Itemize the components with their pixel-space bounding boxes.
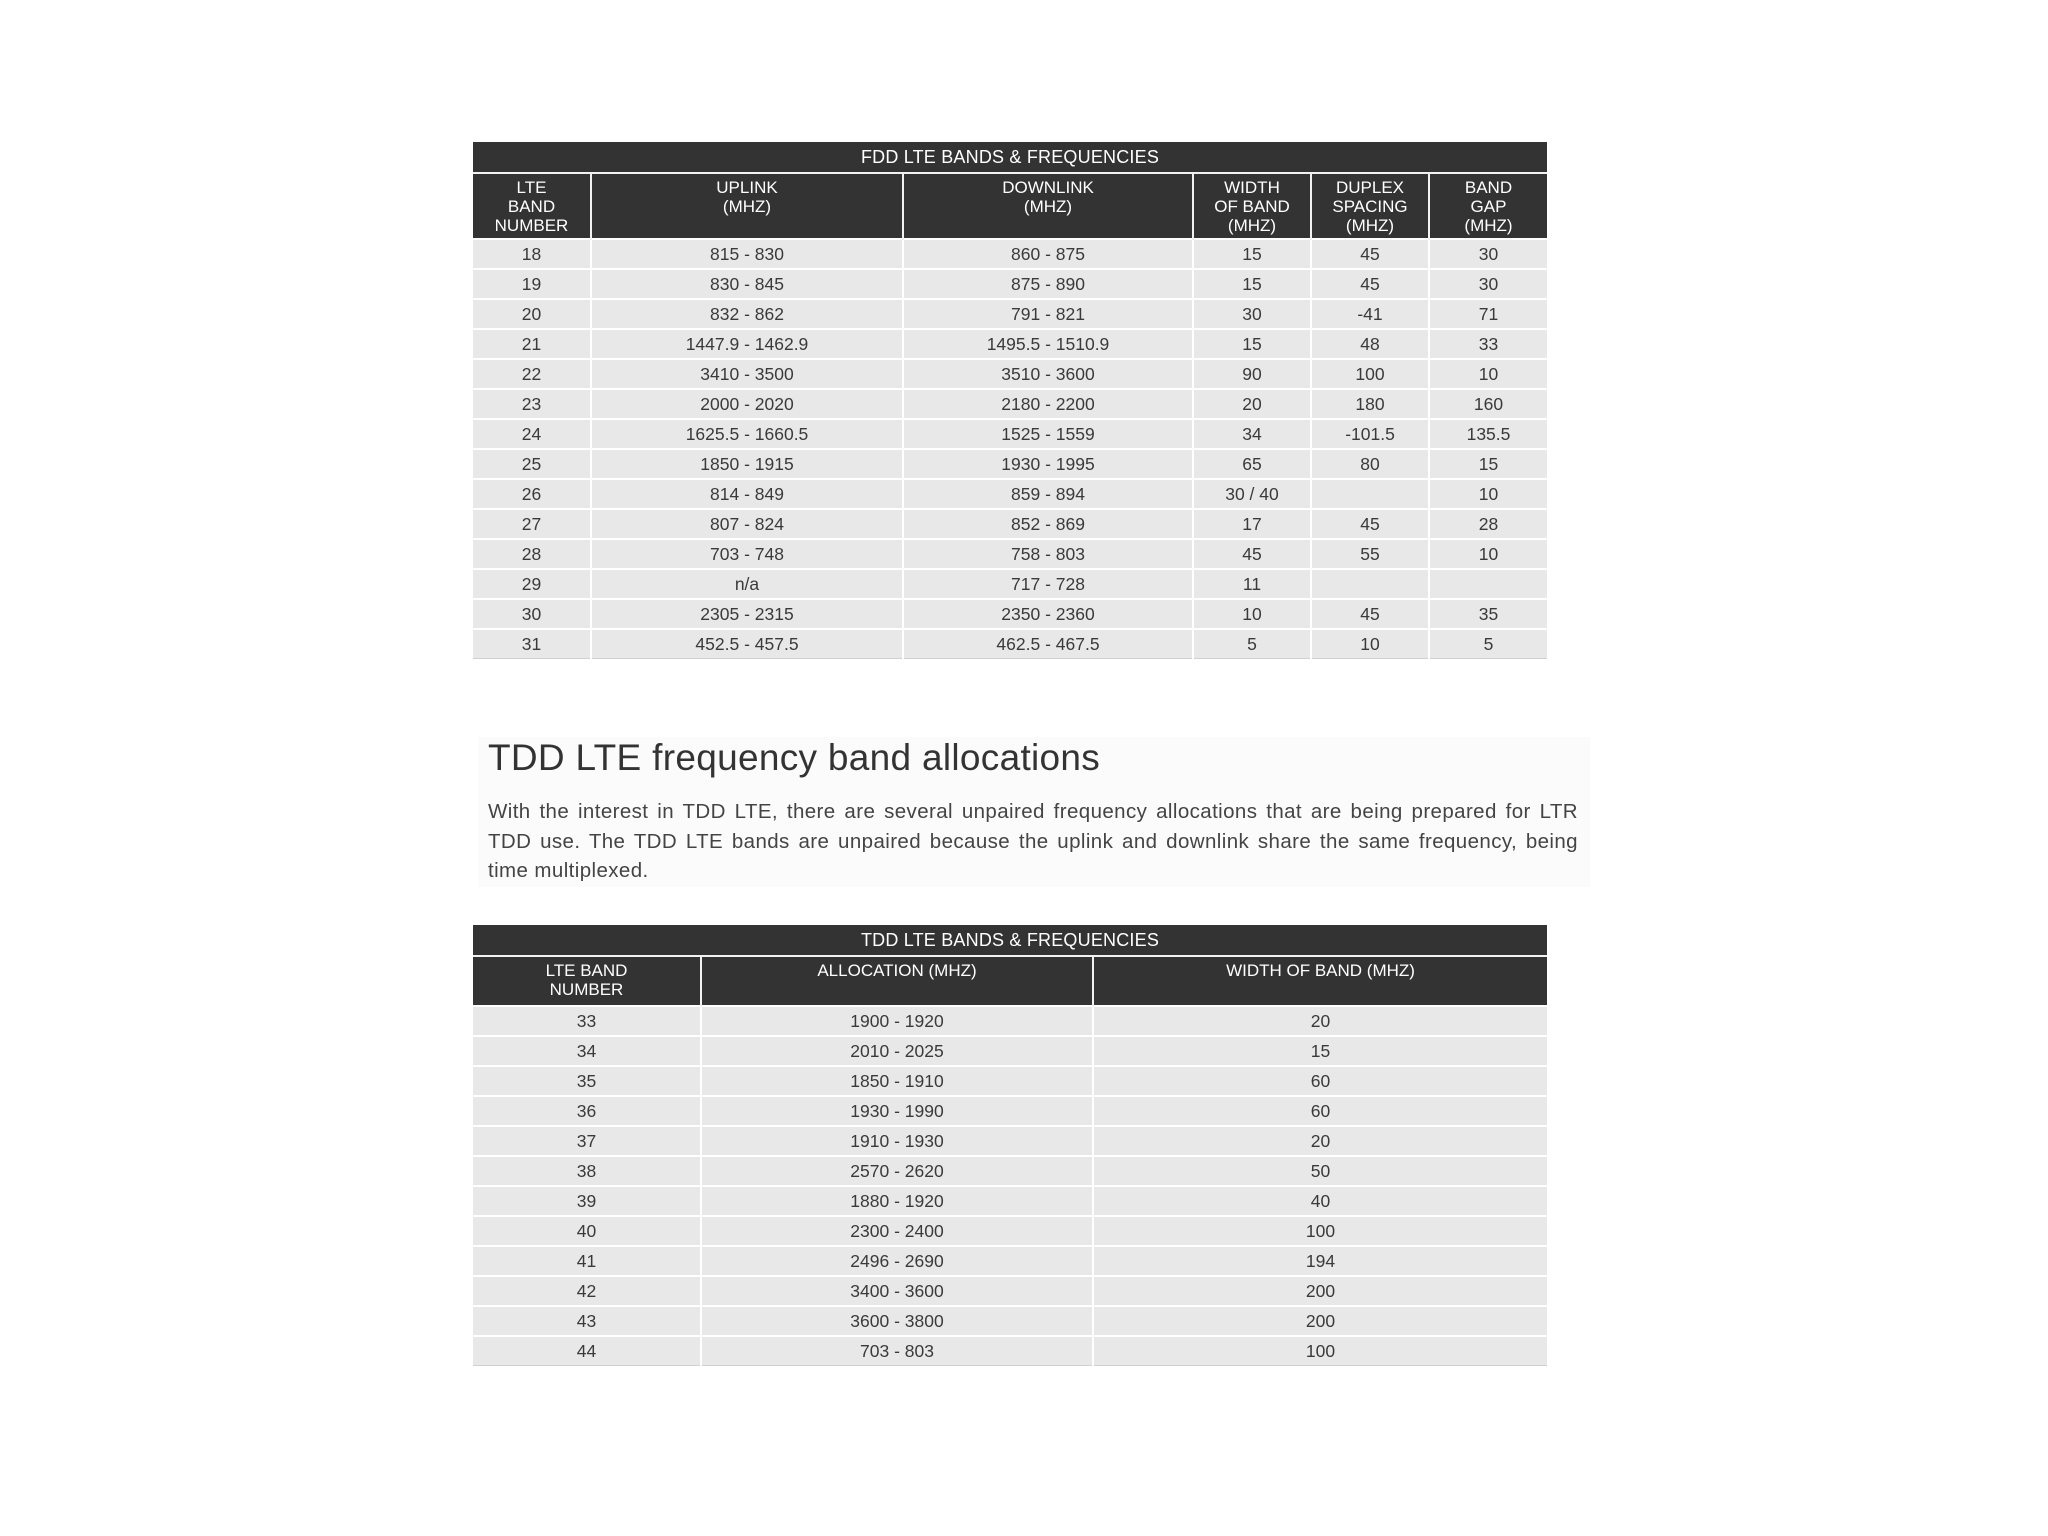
fdd-table-cell: 33 xyxy=(1429,329,1547,359)
fdd-table-cell: 462.5 - 467.5 xyxy=(903,629,1193,659)
fdd-table-cell: 815 - 830 xyxy=(591,239,903,269)
fdd-table-cell: 27 xyxy=(473,509,591,539)
tdd-table-title: TDD LTE BANDS & FREQUENCIES xyxy=(473,925,1547,956)
fdd-table-row xyxy=(473,539,1547,569)
fdd-table-cell xyxy=(1311,569,1429,599)
tdd-table-row xyxy=(473,1216,1547,1246)
fdd-table-cell: 23 xyxy=(473,389,591,419)
tdd-table-row xyxy=(473,1156,1547,1186)
fdd-bands-table xyxy=(473,142,1547,659)
fdd-table-cell: 860 - 875 xyxy=(903,239,1193,269)
tdd-table-cell: 2496 - 2690 xyxy=(701,1246,1093,1276)
fdd-table-body xyxy=(473,239,1547,659)
fdd-table-cell: 29 xyxy=(473,569,591,599)
tdd-table-row xyxy=(473,1126,1547,1156)
fdd-table-cell: 1930 - 1995 xyxy=(903,449,1193,479)
tdd-table-cell: 2010 - 2025 xyxy=(701,1036,1093,1066)
fdd-table-cell: 48 xyxy=(1311,329,1429,359)
tdd-table-body xyxy=(473,1006,1547,1366)
tdd-table-row xyxy=(473,1246,1547,1276)
fdd-table-cell: 45 xyxy=(1311,509,1429,539)
tdd-header-allocation: ALLOCATION (MHZ) xyxy=(701,956,1093,1006)
fdd-table-cell: 19 xyxy=(473,269,591,299)
tdd-table-cell: 1930 - 1990 xyxy=(701,1096,1093,1126)
tdd-table-row xyxy=(473,1036,1547,1066)
fdd-table-cell: 3410 - 3500 xyxy=(591,359,903,389)
fdd-table-cell: 45 xyxy=(1311,599,1429,629)
fdd-table-cell: 26 xyxy=(473,479,591,509)
fdd-table-cell: 758 - 803 xyxy=(903,539,1193,569)
fdd-table-cell: 2305 - 2315 xyxy=(591,599,903,629)
fdd-table-cell: 28 xyxy=(473,539,591,569)
fdd-table-title: FDD LTE BANDS & FREQUENCIES xyxy=(473,142,1547,173)
fdd-table-cell: 1447.9 - 1462.9 xyxy=(591,329,903,359)
fdd-table-cell: 15 xyxy=(1429,449,1547,479)
tdd-table-cell: 44 xyxy=(473,1336,701,1366)
fdd-table-cell: -41 xyxy=(1311,299,1429,329)
tdd-header-band-number: LTE BAND NUMBER xyxy=(473,956,701,1006)
fdd-table-cell: 65 xyxy=(1193,449,1311,479)
tdd-table-row xyxy=(473,1186,1547,1216)
fdd-table-cell: 30 / 40 xyxy=(1193,479,1311,509)
tdd-title-row xyxy=(473,925,1547,956)
fdd-table-cell: 30 xyxy=(1193,299,1311,329)
fdd-header-band-gap: BAND GAP (MHZ) xyxy=(1429,173,1547,239)
tdd-table-cell: 39 xyxy=(473,1186,701,1216)
tdd-table-cell: 20 xyxy=(1093,1006,1547,1036)
fdd-table-cell: 15 xyxy=(1193,269,1311,299)
tdd-table-row xyxy=(473,1006,1547,1036)
tdd-table-cell: 1900 - 1920 xyxy=(701,1006,1093,1036)
tdd-table-cell: 40 xyxy=(1093,1186,1547,1216)
fdd-table-cell: 31 xyxy=(473,629,591,659)
fdd-header-duplex-spacing: DUPLEX SPACING (MHZ) xyxy=(1311,173,1429,239)
fdd-table-row xyxy=(473,449,1547,479)
fdd-table-cell: 11 xyxy=(1193,569,1311,599)
tdd-table-cell: 40 xyxy=(473,1216,701,1246)
tdd-table-cell: 60 xyxy=(1093,1066,1547,1096)
fdd-table-cell: 17 xyxy=(1193,509,1311,539)
tdd-table-cell: 37 xyxy=(473,1126,701,1156)
tdd-table-cell: 200 xyxy=(1093,1276,1547,1306)
fdd-table-cell: 1495.5 - 1510.9 xyxy=(903,329,1193,359)
fdd-table-cell xyxy=(1429,569,1547,599)
tdd-table-cell: 100 xyxy=(1093,1336,1547,1366)
fdd-table-cell: 2350 - 2360 xyxy=(903,599,1193,629)
section-heading: TDD LTE frequency band allocations xyxy=(488,737,1101,778)
fdd-table-cell: -101.5 xyxy=(1311,419,1429,449)
fdd-table-cell: 5 xyxy=(1193,629,1311,659)
fdd-table-cell: 28 xyxy=(1429,509,1547,539)
fdd-table-row xyxy=(473,629,1547,659)
fdd-table-cell: 20 xyxy=(473,299,591,329)
tdd-table-cell: 200 xyxy=(1093,1306,1547,1336)
fdd-table-cell: 18 xyxy=(473,239,591,269)
fdd-table-cell: 10 xyxy=(1429,359,1547,389)
fdd-table-cell: 135.5 xyxy=(1429,419,1547,449)
fdd-table-cell: 30 xyxy=(473,599,591,629)
fdd-table-cell: 830 - 845 xyxy=(591,269,903,299)
tdd-table-cell: 42 xyxy=(473,1276,701,1306)
fdd-header-width-of-band: WIDTH OF BAND (MHZ) xyxy=(1193,173,1311,239)
fdd-table-cell: 1850 - 1915 xyxy=(591,449,903,479)
tdd-table-cell: 15 xyxy=(1093,1036,1547,1066)
tdd-table-cell: 33 xyxy=(473,1006,701,1036)
tdd-table-row xyxy=(473,1276,1547,1306)
tdd-section xyxy=(478,737,1590,887)
fdd-table-cell: 814 - 849 xyxy=(591,479,903,509)
tdd-table-cell: 194 xyxy=(1093,1246,1547,1276)
fdd-table-cell: 35 xyxy=(1429,599,1547,629)
fdd-table-row xyxy=(473,359,1547,389)
tdd-table-cell: 35 xyxy=(473,1066,701,1096)
fdd-table-cell: 20 xyxy=(1193,389,1311,419)
fdd-header-uplink: UPLINK (MHZ) xyxy=(591,173,903,239)
tdd-table-row xyxy=(473,1306,1547,1336)
fdd-table-row xyxy=(473,599,1547,629)
fdd-table-row xyxy=(473,509,1547,539)
tdd-table-cell: 703 - 803 xyxy=(701,1336,1093,1366)
tdd-table-cell: 2300 - 2400 xyxy=(701,1216,1093,1246)
fdd-table-cell: 25 xyxy=(473,449,591,479)
fdd-table-cell: 45 xyxy=(1311,239,1429,269)
tdd-header-row xyxy=(473,956,1547,1006)
fdd-header-downlink: DOWNLINK (MHZ) xyxy=(903,173,1193,239)
fdd-table-cell: 832 - 862 xyxy=(591,299,903,329)
fdd-table-cell: n/a xyxy=(591,569,903,599)
fdd-table-cell: 859 - 894 xyxy=(903,479,1193,509)
fdd-table-row xyxy=(473,419,1547,449)
tdd-table-cell: 41 xyxy=(473,1246,701,1276)
tdd-bands-table xyxy=(473,925,1547,1366)
tdd-table-row xyxy=(473,1336,1547,1366)
fdd-table-cell: 703 - 748 xyxy=(591,539,903,569)
fdd-header-row xyxy=(473,173,1547,239)
fdd-table-cell: 45 xyxy=(1311,269,1429,299)
tdd-table-cell: 50 xyxy=(1093,1156,1547,1186)
fdd-table-cell: 15 xyxy=(1193,329,1311,359)
tdd-table-cell: 20 xyxy=(1093,1126,1547,1156)
fdd-table-cell: 3510 - 3600 xyxy=(903,359,1193,389)
tdd-table-row xyxy=(473,1066,1547,1096)
fdd-table-cell: 2180 - 2200 xyxy=(903,389,1193,419)
tdd-table-cell: 100 xyxy=(1093,1216,1547,1246)
fdd-table-cell: 22 xyxy=(473,359,591,389)
fdd-table-cell: 10 xyxy=(1429,479,1547,509)
fdd-header-band-number: LTE BAND NUMBER xyxy=(473,173,591,239)
tdd-table-cell: 60 xyxy=(1093,1096,1547,1126)
tdd-table-cell: 2570 - 2620 xyxy=(701,1156,1093,1186)
tdd-table-cell: 36 xyxy=(473,1096,701,1126)
fdd-table-cell: 1625.5 - 1660.5 xyxy=(591,419,903,449)
tdd-table-cell: 1850 - 1910 xyxy=(701,1066,1093,1096)
tdd-table-row xyxy=(473,1096,1547,1126)
fdd-table-cell: 30 xyxy=(1429,269,1547,299)
fdd-table-cell: 852 - 869 xyxy=(903,509,1193,539)
fdd-table-row xyxy=(473,569,1547,599)
tdd-table-cell: 3400 - 3600 xyxy=(701,1276,1093,1306)
fdd-table-cell: 45 xyxy=(1193,539,1311,569)
fdd-table-row xyxy=(473,389,1547,419)
fdd-table-cell: 10 xyxy=(1311,629,1429,659)
fdd-title-row xyxy=(473,142,1547,173)
tdd-table-cell: 3600 - 3800 xyxy=(701,1306,1093,1336)
fdd-table-cell: 5 xyxy=(1429,629,1547,659)
fdd-table-cell: 90 xyxy=(1193,359,1311,389)
fdd-table-cell: 807 - 824 xyxy=(591,509,903,539)
tdd-table-cell: 34 xyxy=(473,1036,701,1066)
tdd-header-width-of-band: WIDTH OF BAND (MHZ) xyxy=(1093,956,1547,1006)
fdd-table-row xyxy=(473,299,1547,329)
fdd-table-cell: 71 xyxy=(1429,299,1547,329)
fdd-table-cell: 10 xyxy=(1429,539,1547,569)
fdd-table-row xyxy=(473,329,1547,359)
fdd-table-cell: 1525 - 1559 xyxy=(903,419,1193,449)
fdd-table-cell: 80 xyxy=(1311,449,1429,479)
fdd-table-row xyxy=(473,479,1547,509)
section-paragraph: With the interest in TDD LTE, there are several unpaired frequency allocations that are being prepared for LTR TDD use. The TDD LTE bands are unpaired because the uplink and downlink share the same frequency, being time multiplexed. xyxy=(488,800,1578,882)
fdd-table-cell: 160 xyxy=(1429,389,1547,419)
fdd-table-cell: 452.5 - 457.5 xyxy=(591,629,903,659)
fdd-table-cell: 100 xyxy=(1311,359,1429,389)
tdd-table-cell: 1910 - 1930 xyxy=(701,1126,1093,1156)
fdd-table-cell: 30 xyxy=(1429,239,1547,269)
fdd-table-cell: 875 - 890 xyxy=(903,269,1193,299)
fdd-table-cell xyxy=(1311,479,1429,509)
fdd-table-cell: 2000 - 2020 xyxy=(591,389,903,419)
tdd-table-cell: 1880 - 1920 xyxy=(701,1186,1093,1216)
fdd-table-row xyxy=(473,239,1547,269)
fdd-table-cell: 10 xyxy=(1193,599,1311,629)
fdd-table-row xyxy=(473,269,1547,299)
fdd-table-cell: 717 - 728 xyxy=(903,569,1193,599)
fdd-table-cell: 15 xyxy=(1193,239,1311,269)
fdd-table-cell: 55 xyxy=(1311,539,1429,569)
fdd-table-cell: 24 xyxy=(473,419,591,449)
fdd-table-cell: 21 xyxy=(473,329,591,359)
tdd-table-cell: 43 xyxy=(473,1306,701,1336)
tdd-table-cell: 38 xyxy=(473,1156,701,1186)
fdd-table-cell: 791 - 821 xyxy=(903,299,1193,329)
fdd-table-cell: 180 xyxy=(1311,389,1429,419)
fdd-table-cell: 34 xyxy=(1193,419,1311,449)
